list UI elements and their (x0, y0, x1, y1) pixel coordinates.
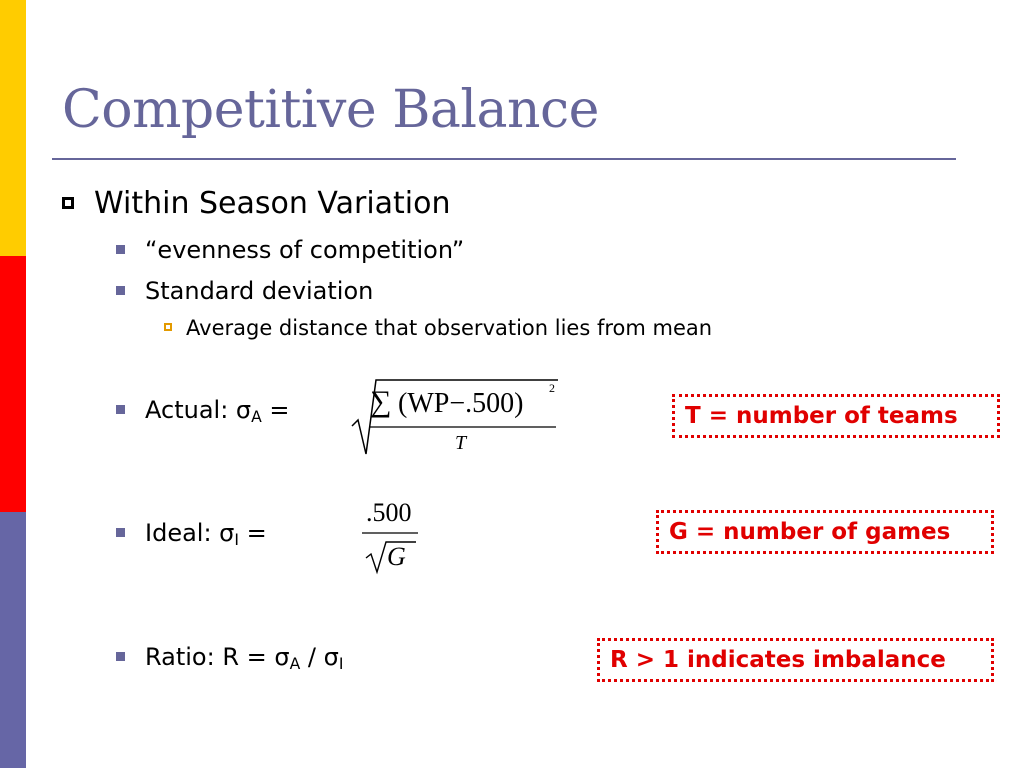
ratio-mid: / σ (300, 643, 339, 671)
hollow-square-bullet-icon (164, 323, 172, 331)
ideal-label: Ideal: σ (145, 519, 235, 547)
slide-title: Competitive Balance (62, 80, 599, 140)
ratio-sub-i: I (338, 654, 344, 673)
bullet-ideal (116, 519, 267, 549)
actual-label: Actual: σ (145, 396, 252, 424)
hollow-square-bullet-icon (62, 197, 74, 209)
formula-actual-exponent: 2 (549, 381, 555, 395)
formula-actual-numerator (398, 388, 523, 420)
square-bullet-icon (116, 652, 125, 661)
sub-bullet-average-distance (164, 316, 712, 340)
bullet-within-season (62, 186, 451, 221)
note-imbalance: R > 1 indicates imbalance (597, 638, 994, 682)
bullet-standard-deviation (116, 277, 373, 305)
sub-bullet-avg-text: Average distance that observation lies from mean (186, 316, 713, 340)
actual-sub: A (251, 407, 262, 426)
left-stripe-blue (0, 512, 26, 768)
square-bullet-icon (116, 405, 125, 414)
formula-ideal-numerator: .500 (366, 498, 412, 527)
bullet-std-text: Standard deviation (145, 277, 374, 305)
title-divider (52, 158, 956, 160)
bullet-evenness-text: “evenness of competition” (145, 236, 465, 264)
note-teams: T = number of teams (672, 394, 1000, 438)
square-bullet-icon (116, 245, 125, 254)
square-bullet-icon (116, 528, 125, 537)
ratio-label: Ratio: R = σ (145, 643, 290, 671)
bullet-actual (116, 396, 290, 426)
square-bullet-icon (116, 286, 125, 295)
left-stripe-red (0, 256, 26, 512)
ideal-sub: I (234, 530, 239, 549)
ratio-sub-a: A (289, 654, 301, 673)
bullet-ratio (116, 643, 343, 673)
note-games: G = number of games (656, 510, 994, 554)
formula-actual-numerator-text: (WP−.500) (398, 388, 524, 419)
left-stripe-yellow (0, 0, 26, 256)
ideal-eq: = (239, 519, 267, 547)
bullet-within-season-text: Within Season Variation (94, 186, 451, 221)
formula-actual-sigma: ∑ (370, 385, 392, 418)
formula-ideal-radicand: G (387, 542, 406, 571)
bullet-evenness (116, 236, 464, 264)
actual-eq: = (261, 396, 290, 424)
formula-actual-denominator: T (455, 432, 467, 454)
